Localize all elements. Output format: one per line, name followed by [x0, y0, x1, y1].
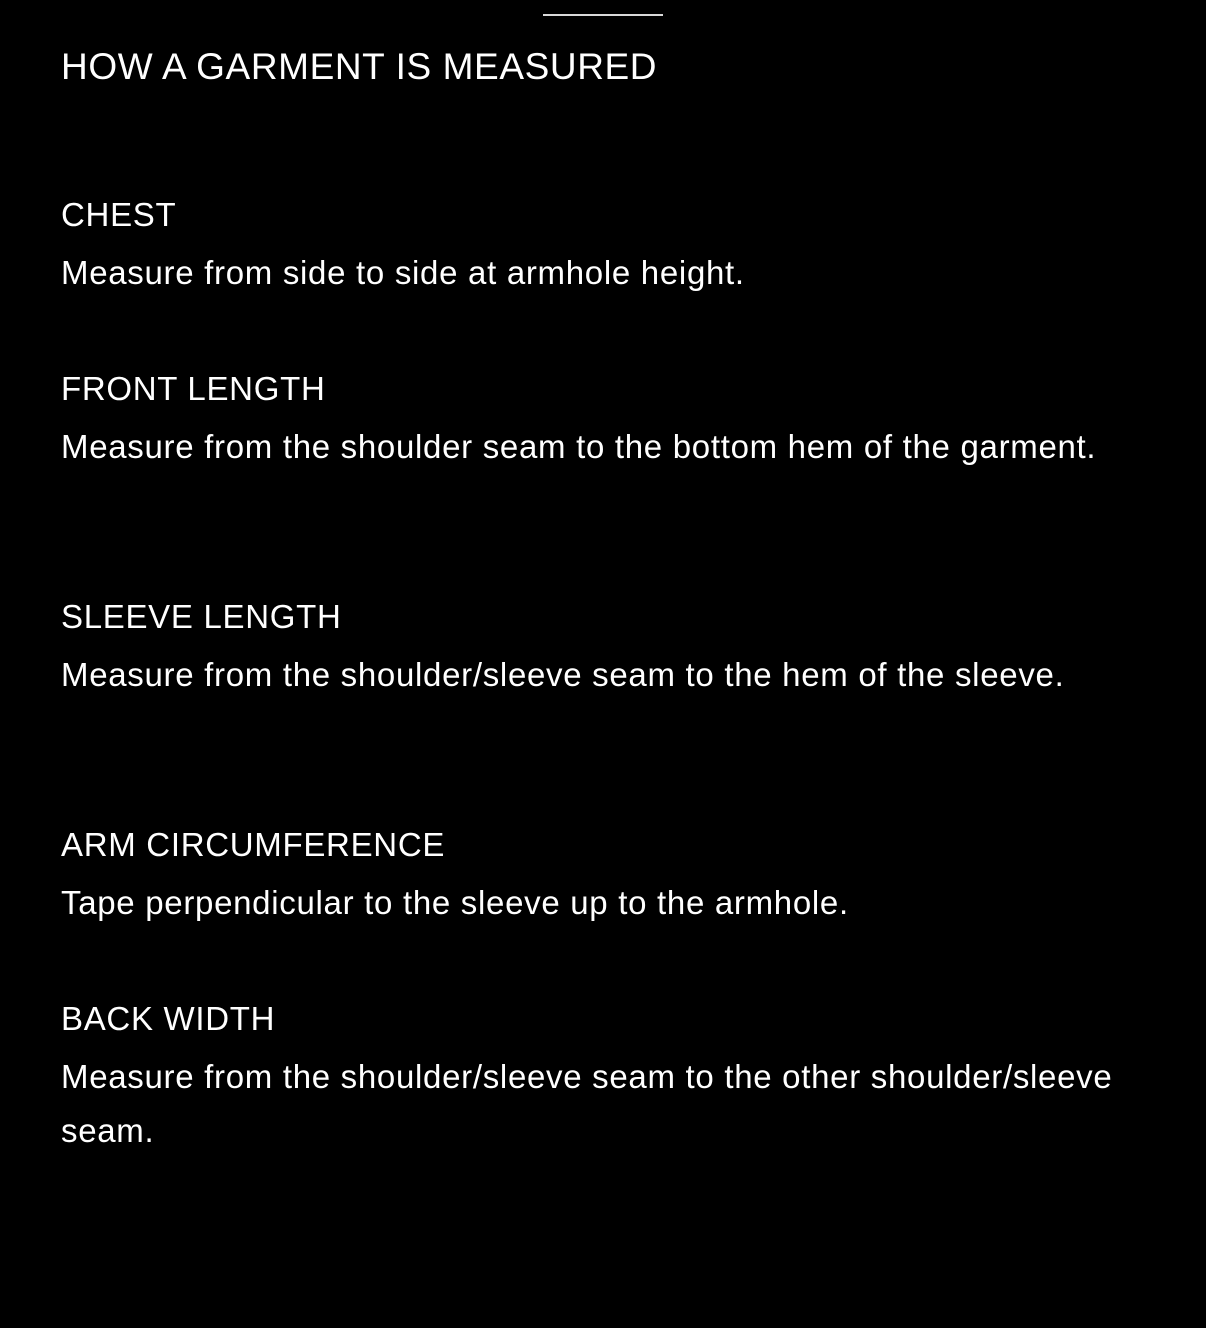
section-heading: FRONT LENGTH	[61, 370, 326, 407]
section-description: Tape perpendicular to the sleeve up to the armhole.	[61, 884, 849, 921]
section-arm-circumference	[61, 824, 1121, 930]
section-chest	[61, 194, 1121, 300]
sheet-drag-handle[interactable]	[543, 14, 663, 16]
section-description: Measure from the shoulder/sleeve seam to the other shoulder/sleeve seam.	[61, 1058, 1113, 1149]
section-heading: SLEEVE LENGTH	[61, 598, 342, 635]
section-description: Measure from side to side at armhole height.	[61, 254, 745, 291]
section-sleeve-length	[61, 596, 1121, 702]
section-heading: BACK WIDTH	[61, 1000, 276, 1037]
section-description: Measure from the shoulder seam to the bottom hem of the garment.	[61, 428, 1097, 465]
section-front-length	[61, 368, 1121, 474]
section-back-width	[61, 998, 1121, 1158]
section-heading: ARM CIRCUMFERENCE	[61, 826, 446, 863]
page-title: HOW A GARMENT IS MEASURED	[61, 46, 658, 87]
section-heading: CHEST	[61, 196, 177, 233]
section-description: Measure from the shoulder/sleeve seam to the hem of the sleeve.	[61, 656, 1065, 693]
